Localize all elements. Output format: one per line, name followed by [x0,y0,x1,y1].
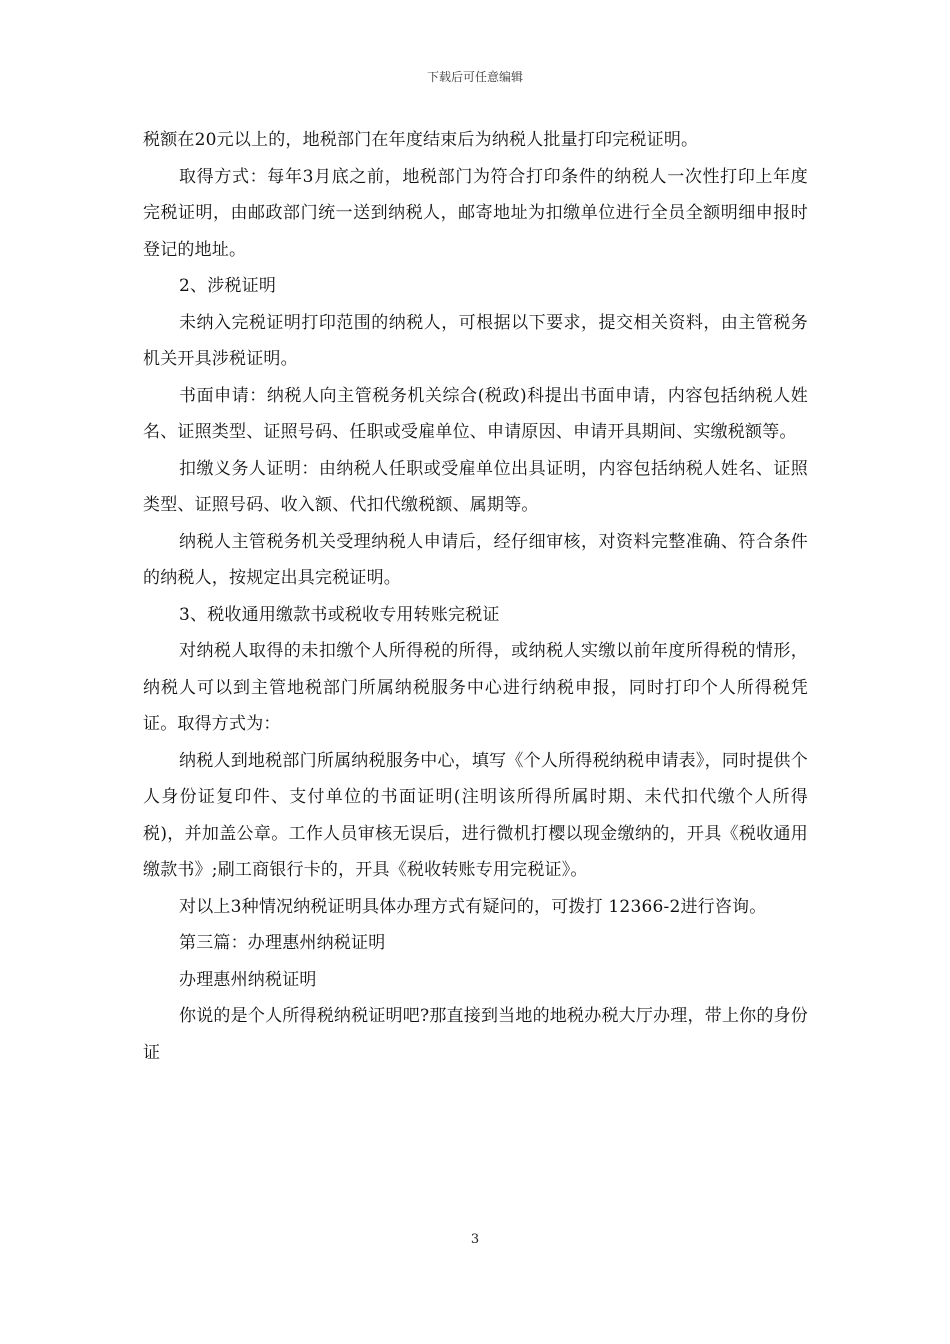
paragraph: 你说的是个人所得税纳税证明吧?那直接到当地的地税办税大厅办理，带上你的身份证 [143,1006,808,1063]
chapter-heading: 第三篇：办理惠州纳税证明 [179,933,386,953]
paragraph: 纳税人到地税部门所属纳税服务中心，填写《个人所得税纳税申请表》，同时提供个人身份证复印件、支付单位的书面证明(注明该所得所属时期、未代扣代缴个人所得税)，并加盖公章。工作人员审核无误后，进行微机打樱以现金缴纳的，开具《税收通用缴款书》;刷工商银行卡的，开具《税收转账专用完税证》。 [143,750,808,880]
paragraph: 未纳入完税证明打印范围的纳税人，可根据以下要求，提交相关资料，由主管税务机关开具涉税证明。 [143,312,808,369]
paragraph: 扣缴义务人证明：由纳税人任职或受雇单位出具证明，内容包括纳税人姓名、证照类型、证照号码、收入额、代扣代缴税额、属期等。 [143,458,808,515]
paragraph: 办理惠州纳税证明 [179,969,317,990]
section-heading: 2、涉税证明 [179,276,277,296]
paragraph: 对以上3种情况纳税证明具体办理方式有疑问的，可拨打 12366-2进行咨询。 [179,896,767,917]
document-body [143,122,808,1071]
paragraph: 书面申请：纳税人向主管税务机关综合(税政)科提出书面申请，内容包括纳税人姓名、证照类型、证照号码、任职或受雇单位、申请原因、申请开具期间、实缴税额等。 [143,385,808,442]
page-number: 3 [470,1232,480,1247]
paragraph: 纳税人主管税务机关受理纳税人申请后，经仔细审核，对资料完整准确、符合条件的纳税人，按规定出具完税证明。 [143,531,808,588]
section-heading: 3、税收通用缴款书或税收专用转账完税证 [179,604,500,625]
header-note: 下载后可任意编辑 [426,70,523,84]
paragraph: 对纳税人取得的未扣缴个人所得税的所得，或纳税人实缴以前年度所得税的情形，纳税人可以到主管地税部门所属纳税服务中心进行纳税申报，同时打印个人所得税凭证。取得方式为： [143,641,808,734]
paragraph: 税额在20元以上的，地税部门在年度结束后为纳税人批量打印完税证明。 [143,130,699,150]
paragraph: 取得方式：每年3月底之前，地税部门为符合打印条件的纳税人一次性打印上年度完税证明，由邮政部门统一送到纳税人，邮寄地址为扣缴单位进行全员全额明细申报时登记的地址。 [143,166,808,260]
